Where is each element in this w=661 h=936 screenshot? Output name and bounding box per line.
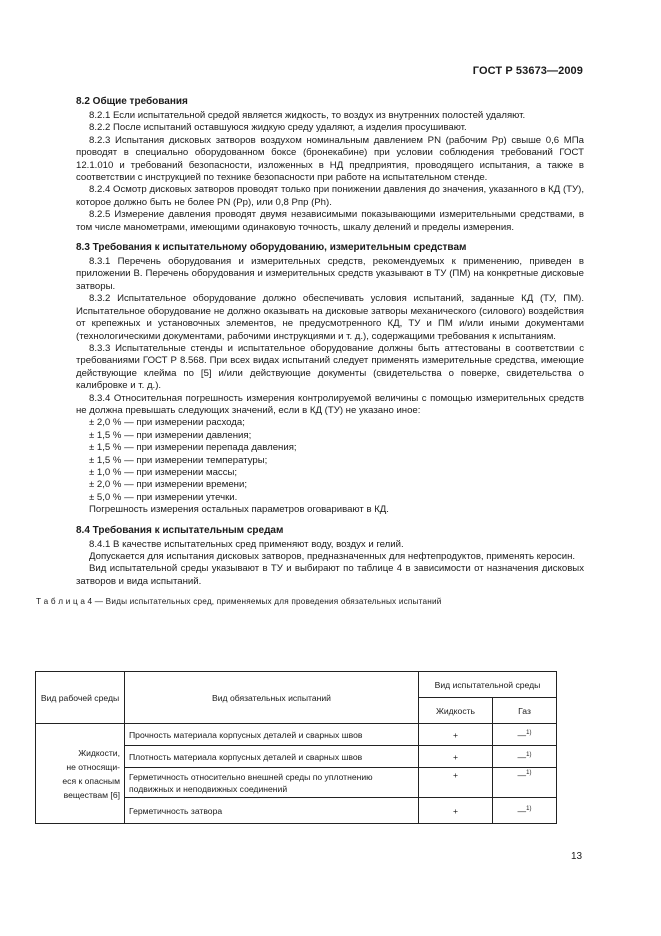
table-4 — [35, 671, 557, 824]
table-cell-medium — [36, 724, 125, 824]
list-item: ± 1,5 % — при измерении перепада давления; — [89, 442, 297, 454]
document-header: ГОСТ Р 53673—2009 — [472, 65, 583, 77]
paragraph: 8.3.1 Перечень оборудования и измерительных средств, рекомендуемых к применению, приведен в приложении В. Перечень оборудования и измерительных средств указывают в ТУ (ПМ) на конкретные дисковые затворы. — [76, 256, 584, 292]
table-cell-liquid: + — [419, 746, 493, 768]
table-cell-gas — [493, 798, 557, 824]
table-header-gas: Газ — [493, 698, 557, 724]
paragraph: 8.2.4 Осмотр дисковых затворов проводят только при понижении давления до значения, указанного в КД (ТУ), которое должно быть не более PN (Pр), или 0,8 Pпр (Ph). — [76, 184, 584, 208]
list-item: ± 1,5 % — при измерении давления; — [89, 429, 252, 441]
cell-text: — — [517, 751, 527, 762]
table-cell-liquid: + — [419, 768, 493, 798]
cell-text: — — [517, 729, 527, 740]
paragraph: 8.2.3 Испытания дисковых затворов воздухом номинальным давлением PN (рабочим Pр) свыше 0,6 МПа проводят в специально оборудованном боксе (бронекабине) при условии соблюдения требований ГОСТ 12.1.010 и требований безопасности, изложенных в НД предприятия, проводящего испытания, а также в соответствии с инструкцией по технике безопасности при работе на испытательном стенде. — [76, 134, 584, 184]
table-header-medium: Вид рабочей среды — [36, 672, 125, 724]
page-number: 13 — [571, 851, 583, 862]
list-item: ± 1,0 % — при измерении массы; — [89, 466, 238, 478]
paragraph: Вид испытательной среды указывают в ТУ и выбирают по таблице 4 в зависимости от назначения дисковых затворов и вида испытаний. — [76, 563, 584, 587]
paragraph: 8.2.1 Если испытательной средой является жидкость, то воздух из внутренних полостей удаляют. — [89, 110, 526, 121]
table-header-liquid: Жидкость — [419, 698, 493, 724]
document-body — [36, 95, 584, 607]
list-item: ± 1,5 % — при измерении температуры; — [89, 454, 268, 466]
footnote-mark: 1) — [526, 770, 532, 776]
table-cell-test: Герметичность относительно внешней среды по уплотнению подвижных и неподвижных соединений — [125, 768, 419, 798]
table-header-tests: Вид обязательных испытаний — [125, 672, 419, 724]
table-caption: Т а б л и ц а 4 — Виды испытательных сред, применяемых для проведения обязательных испытаний — [36, 597, 442, 607]
section-8-4-title: 8.4 Требования к испытательным средам — [76, 524, 284, 536]
footnote-mark: 1) — [526, 805, 532, 812]
paragraph: 8.3.2 Испытательное оборудование должно обеспечивать условия испытаний, заданные КД (ТУ, ПМ). Испытательное оборудование не должно оказывать на дисковые затворы механического (силового) воздействия от крепежных и установочных элементов, не предусмотренного КД, ТУ и ПМ и/или иными документами (технологическими документами, рабочими инструкциями и т. д.), содержащими требования к испытаниям. — [76, 293, 584, 342]
table-cell-gas — [493, 724, 557, 746]
footnote-mark: 1) — [526, 751, 532, 758]
cell-text: — — [517, 805, 527, 816]
cell-text: — — [517, 770, 527, 780]
table-cell-test: Герметичность затвора — [125, 798, 419, 824]
paragraph: 8.3.3 Испытательные стенды и испытательное оборудование должны быть аттестованы в соответствии с требованиями ГОСТ Р 8.568. При всех видах испытаний следует применять измерительные средства, имеющие действующие клейма по [5] и/или действующие документы (свидетельства о поверке, свидетельства о калибровке и т. д.). — [76, 342, 584, 392]
footnote-mark: 1) — [526, 729, 532, 736]
section-8-3-title: 8.3 Требования к испытательному оборудованию, измерительным средствам — [76, 242, 467, 254]
table-cell-test: Прочность материала корпусных деталей и сварных швов — [125, 724, 419, 746]
list-item: ± 2,0 % — при измерении времени; — [89, 479, 248, 491]
table-cell-test: Плотность материала корпусных деталей и сварных швов — [125, 746, 419, 768]
list-item: ± 5,0 % — при измерении утечки. — [89, 491, 238, 503]
paragraph: Допускается для испытания дисковых затворов, предназначенных для нефтепродуктов, применять керосин. — [89, 551, 576, 562]
paragraph: 8.2.2 После испытаний оставшуюся жидкую среду удаляют, а изделия просушивают. — [89, 122, 467, 134]
table-cell-gas — [493, 768, 557, 798]
paragraph: 8.3.4 Относительная погрешность измерения контролируемой величины с помощью измерительных средств не должна превышать следующих значений, если в КД (ТУ) не указано иное: — [76, 392, 584, 416]
table-cell-liquid: + — [419, 798, 493, 824]
section-8-2-title: 8.2 Общие требования — [76, 96, 188, 107]
cell-text: Жидкости, не относящи- еся к опасным веществам [6] — [62, 747, 120, 800]
paragraph: 8.2.5 Измерение давления проводят двумя независимыми показывающими измерительными средствами, в том числе манометрами, имеющими одинаковую точность, шкалу делений и пределы измерения. — [76, 209, 584, 233]
table-cell-gas — [493, 746, 557, 768]
list-item: ± 2,0 % — при измерении расхода; — [89, 417, 245, 429]
paragraph: 8.4.1 В качестве испытательных сред применяют воду, воздух и гелий. — [89, 538, 404, 550]
table-cell-liquid: + — [419, 724, 493, 746]
table-header-test-medium: Вид испытательной среды — [419, 672, 557, 698]
paragraph: Погрешность измерения остальных параметров оговаривают в КД. — [89, 504, 389, 516]
